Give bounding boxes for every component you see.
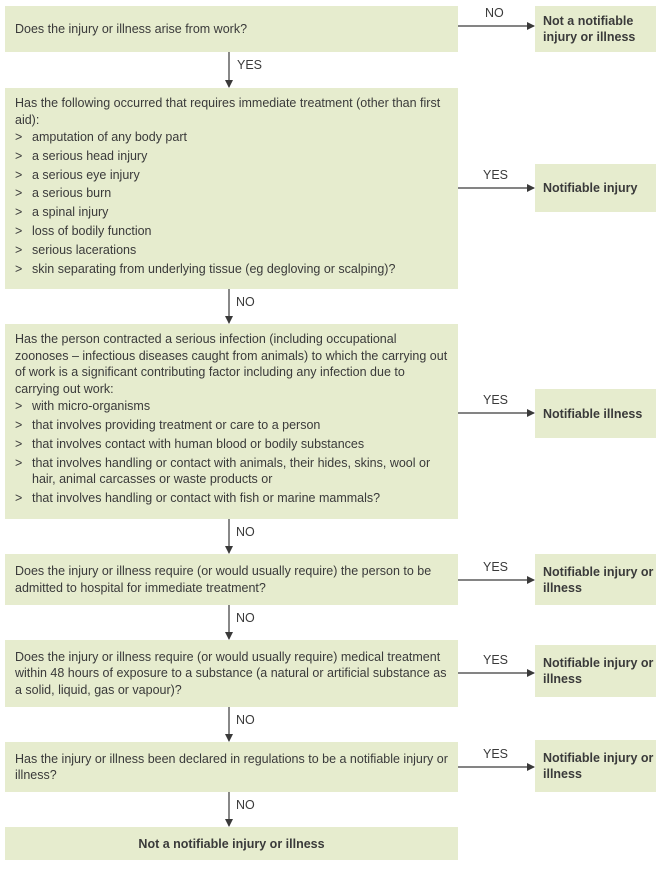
question-5-box — [5, 640, 458, 707]
final-outcome-text: Not a notifiable injury or illness — [138, 836, 325, 851]
side-label-2: YES — [483, 168, 509, 182]
side-label-3: YES — [483, 393, 509, 407]
question-4-text: Does the injury or illness require (or would usually require) the person to be admitted to hospital for immediate treatment? — [15, 564, 432, 595]
list-item: > that involves handling or contact with animals, their hides, skins, wool or hair, animal carcasses or waste products or — [15, 453, 448, 489]
list-item: > with micro-organisms — [15, 397, 448, 416]
down-label-6: NO — [236, 798, 255, 812]
list-item: > that involves handling or contact with fish or marine mammals? — [15, 489, 448, 508]
question-5-text: Does the injury or illness require (or would usually require) medical treatment within 48 hours of exposure to a substance (a natural or artificial substance as a solid, liquid, gas or vapour)? — [15, 649, 447, 697]
outcome-3-box — [535, 389, 656, 438]
question-4-box — [5, 554, 458, 605]
side-label-1: NO — [485, 6, 504, 20]
list-item: > amputation of any body part — [15, 128, 448, 147]
question-2-box — [5, 88, 458, 289]
outcome-6-box — [535, 740, 656, 792]
down-label-3: NO — [236, 525, 255, 539]
outcome-1-box — [535, 6, 656, 52]
question-6-box — [5, 742, 458, 792]
outcome-4-text: Notifiable injury or illness — [543, 564, 654, 595]
outcome-6-text: Notifiable injury or illness — [543, 751, 654, 781]
list-item: > skin separating from underlying tissue (eg degloving or scalping)? — [15, 260, 448, 279]
question-1-text: Does the injury or illness arise from work? — [15, 21, 248, 36]
list-item: > loss of bodily function — [15, 222, 448, 241]
question-3-list — [15, 397, 448, 508]
question-1-box — [5, 6, 458, 52]
list-item: > that involves providing treatment or care to a person — [15, 416, 448, 435]
side-label-6: YES — [483, 747, 509, 761]
outcome-4-box — [535, 554, 656, 605]
list-item: > a serious eye injury — [15, 166, 448, 185]
list-item: > that involves contact with human blood or bodily substances — [15, 435, 448, 454]
question-6-text: Has the injury or illness been declared in regulations to be a notifiable injury or illness? — [15, 751, 448, 782]
question-2-list — [15, 128, 448, 278]
down-label-2: NO — [236, 295, 255, 309]
list-item: > serious lacerations — [15, 241, 448, 260]
list-item: > a serious burn — [15, 184, 448, 203]
outcome-5-box — [535, 645, 656, 697]
list-item: > a spinal injury — [15, 203, 448, 222]
side-label-5: YES — [483, 653, 509, 667]
down-label-4: NO — [236, 611, 255, 625]
outcome-1-text: Not a notifiable injury or illness — [543, 14, 636, 44]
question-3-text: Has the person contracted a serious infection (including occupational zoonoses – infectious diseases caught from animals) to which the carrying out of work is a significant contributing factor including any infection due to carrying out work: — [15, 332, 448, 396]
outcome-3-text: Notifiable illness — [543, 406, 643, 421]
question-2-text: Has the following occurred that requires immediate treatment (other than first aid): — [15, 96, 441, 127]
question-3-box — [5, 324, 458, 519]
list-item: > a serious head injury — [15, 147, 448, 166]
final-outcome-box — [5, 827, 458, 860]
outcome-2-box — [535, 164, 656, 212]
side-label-4: YES — [483, 560, 509, 574]
outcome-2-text: Notifiable injury — [543, 181, 638, 195]
outcome-5-text: Notifiable injury or illness — [543, 656, 654, 686]
down-label-5: NO — [236, 713, 255, 727]
down-label-1: YES — [237, 58, 263, 72]
